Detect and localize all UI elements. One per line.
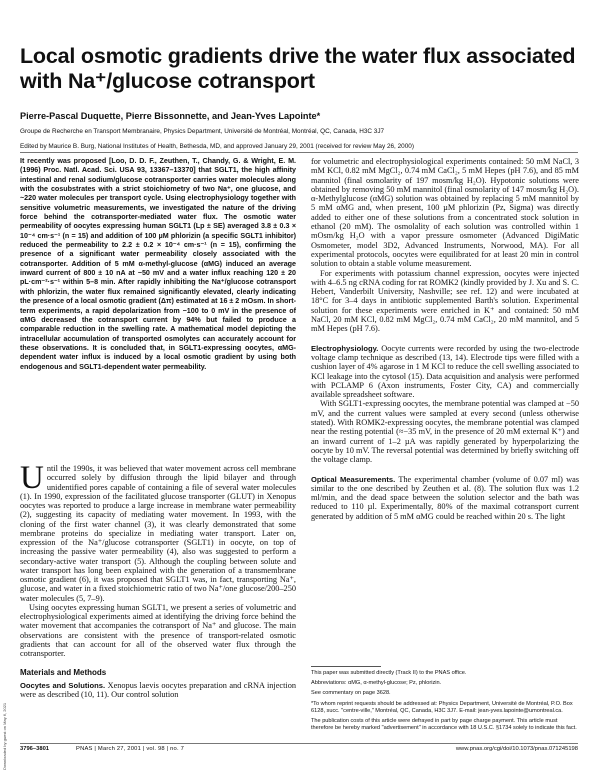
runin-heading-electrophysiology: Electrophysiology. [311, 343, 379, 353]
footnote-publication-costs: The publication costs of this article were defrayed in part by page charge payment. This article must therefore be hereby marked "advertisement" in accordance with 18 U.S.C. §1734 solely to indicate this fact. [311, 718, 577, 732]
solutions-paragraph: for volumetric and electrophysiological experiments contained: 50 mM NaCl, 3 mM KCl, 0.82 mM MgCl₂, 0.74 mM CaCl₂, 5 mM Hepes (pH 7.6), and 85 mM mannitol (final osmolarity of 197 mosm/kg H₂O). Hypotonic solutions were obtained by removing 50 mM mannitol (final osmolarity of 147 mosm/kg H₂O). α-Methylglucose (αMG) solution was obtained by replacing 5 mM mannitol by 5 mM αMG and, when present, 100 µM phlorizin (Pz, Sigma) was directly added to either one of these solutions from a concentrated stock solution in ethanol (20 mM). The osmolality of each solution was controlled within 1 mOsm/kg H₂O with a vapor pressure osmometer (Advanced DigiMatic Osmometer, model 3D2, Advanced Instruments, Norwood, MA). For all experimental protocols, oocytes were equilibrated for at least 20 min in control solution to obtain a stable volume measurement. [311, 157, 579, 269]
methods-text: Xenopus laevis oocytes preparation and cRNA injection were as described (10, 11). Our control solution [20, 680, 296, 699]
footnotes [311, 670, 579, 735]
left-body-column [20, 460, 296, 699]
header-divider [20, 152, 578, 153]
footnote-rule [311, 666, 381, 667]
affiliation: Groupe de Recherche en Transport Membranaire, Physics Department, Université de Montréal, Montréal, QC, Canada, H3C 3J7 [20, 128, 385, 135]
abstract: It recently was proposed [Loo, D. D. F., Zeuthen, T., Chandy, G. & Wright, E. M. (1996) Proc. Natl. Acad. Sci. USA 93, 13367–13370] that SGLT1, the high affinity intestinal and renal sodium/glucose cotransporter carries water molecules along with the cosubstrates with a strict stoichiometry of two Na⁺, one glucose, and ~220 water molecules per transport cycle. Using electrophysiology together with sensitive volumetric measurements, we investigated the nature of the driving force behind the cotransporter-mediated water flux. The osmotic water permeability of oocytes expressing human SGLT1 (Lp ± SE) averaged 3.8 ± 0.3 × 10⁻⁴ cm·s⁻¹ (n = 15) and addition of 100 µM phlorizin (a specific SGLT1 inhibitor) reduced the permeability to 2.2 ± 0.2 × 10⁻⁴ cm·s⁻¹ (n = 15), confirming the presence of a significant water permeability closely associated with the cotransporter. Addition of 5 mM α-methyl-glucose (αMG) induced an average inward current of 800 ± 10 nA at −50 mV and a water influx reaching 120 ± 20 pL·cm⁻²·s⁻¹ within 5–8 min. After rapidly inhibiting the Na⁺/glucose cotransport with phlorizin, the water flux remained significantly elevated, clearly indicating the presence of a local osmotic gradient (Δπ) estimated at 16 ± 2 mOsm. In short-term experiments, a rapid depolarization from −100 to 0 mV in the presence of αMG decreased the cotransport current by 94% but failed to produce a comparable reduction in the swelling rate. A mathematical model depicting the intracellular accumulation of transported osmolytes can accurately account for these observations. It is concluded that, in SGLT1-expressing oocytes, αMG-dependent water influx is induced by a local osmotic gradient by using both endogenous and SGLT1-dependent water permeability. [20, 157, 297, 371]
methods-paragraph [20, 681, 296, 700]
runin-heading-optical: Optical Measurements. [311, 474, 396, 484]
article-title: Local osmotic gradients drive the water flux associated with Na⁺/glucose cotransport [20, 44, 576, 93]
page-footer [20, 746, 578, 756]
intro-text: ntil the 1990s, it was believed that water movement across cell membrane occurred solely by diffusion through the lipid bilayer and through unidentified pores capable of containing a file of several water molecules (1). In 1990, expression of the facilitated glucose transporter (GLUT) in Xenopus oocytes was reported to produce a large increase in membrane water permeability (2), suggesting its capacity of mediating water movement. In 1993, with the cloning of the first water channel (3), it was clearly demonstrated that some membrane proteins do specialize in mediating water transport. Later on, expression of the Na⁺/glucose cotransporter (SGLT1) in oocyte, on top of increasing the passive water permeability (4), also was suggested to perform a secondary-active water transport (5). Although the coupling between solute and water transport has long been explained with the generation of a transmembrane osmotic gradient (6), it was proposed that SGLT1 was, in fact, transporting Na⁺, glucose, and water in a fixed stoichiometric ratio of two Na⁺/one glucose/200–250 water molecules (5, 7–9). [20, 464, 296, 603]
footnote-correspondence: *To whom reprint requests should be addressed at: Physics Department, Université de Montréal, P.O. Box 6128, succ. "centre-ville," Montréal, QC, Canada, H3C 3J7. E-mail: jean-yves.lapointe@umontreal.ca. [311, 700, 573, 714]
footnote-commentary: See commentary on page 3628. [311, 690, 391, 697]
page-range: 3796–3801 [20, 746, 50, 752]
section-heading-methods: Materials and Methods [20, 668, 107, 678]
right-body-column [311, 157, 579, 521]
electrophysiology-paragraph [311, 344, 579, 400]
clamp-paragraph: With SGLT1-expressing oocytes, the membrane potential was clamped at −50 mV, and the current values were sampled at every second (unless otherwise stated). With ROMK2-expressing oocytes, the membrane potential was clamped near the resting potential (≈−35 mV, in the presence of 20 mM external K⁺) and an inward current of 1–2 µA was rapidly generated by hyperpolarizing the oocyte by 10 mV. The reversal potential was determined by briefly switching off the voltage clamp. [311, 399, 579, 465]
footnote-abbreviations: Abbreviations: αMG, α-methyl-glucose; Pz, phlorizin. [311, 680, 442, 687]
optical-paragraph [311, 475, 579, 521]
footnote-submission: This paper was submitted directly (Track II) to the PNAS office. [311, 670, 467, 676]
edited-by-line: Edited by Maurice B. Burg, National Institutes of Health, Bethesda, MD, and approved January 29, 2001 (received for review May 26, 2000) [20, 143, 414, 150]
optical-text: The experimental chamber (volume of 0.07 ml) was similar to the one described by Zeuthen et al. (8). The solution flux was 1.2 ml/min, and the dead space between the solution selector and the bath was reduced to 110 µl. Experimentally, 80% of the maximal cotransport current generated by addition of 5 mM αMG could be reached within 20 s. The light [311, 474, 579, 521]
runin-heading-oocytes: Oocytes and Solutions. [20, 680, 106, 690]
journal-info: PNAS | March 27, 2001 | vol. 98 | no. 7 [76, 746, 185, 752]
footer-divider [20, 743, 578, 744]
doi-link[interactable]: www.pnas.org/cgi/doi/10.1073/pnas.071245198 [455, 746, 578, 752]
intro-paragraph-2: Using oocytes expressing human SGLT1, we present a series of volumetric and electrophysiological experiments aimed at identifying the driving force behind the water movement that accompanies the cotransport of Na⁺ and glucose. The main observations are consistent with the presence of transport-related osmotic gradients that can account for all of the observed water flux through the cotransporter. [20, 602, 296, 658]
electrophysiology-text: Oocyte currents were recorded by using the two-electrode voltage clamp technique as described (13, 14). Electrode tips were filled with a cushion layer of 4% agarose in 1 M KCl to reduce the cell swelling associated to KCl leakage into the cytosol (15). Data acquisition and analysis were performed with PCLAMP 6 (Axon instruments, Foster City, CA) and commercially available spreadsheet software. [311, 343, 579, 400]
author-list: Pierre-Pascal Duquette, Pierre Bissonnette, and Jean-Yves Lapointe* [20, 111, 321, 121]
download-watermark: Downloaded by guest on May 6, 2021 [2, 702, 7, 770]
intro-paragraph [20, 460, 296, 603]
drop-cap: U [20, 460, 44, 496]
romk-paragraph: For experiments with potassium channel expression, oocytes were injected with 4–6.5 ng cRNA coding for rat ROMK2 (kindly provided by J. Xu and S. C. Hebert, Vanderbilt University, Nashville; see ref. 12) and were incubated at 18°C for 3–4 days in antibiotic supplemented Barth's solution. Experimental solution for these experiments were enriched in K⁺ and contained: 50 mM NaCl, 20 mM KCl, 0.82 mM MgCl₂, 0.74 mM CaCl₂, 20 mM mannitol, and 5 mM Hepes (pH 7.6). [311, 268, 579, 334]
